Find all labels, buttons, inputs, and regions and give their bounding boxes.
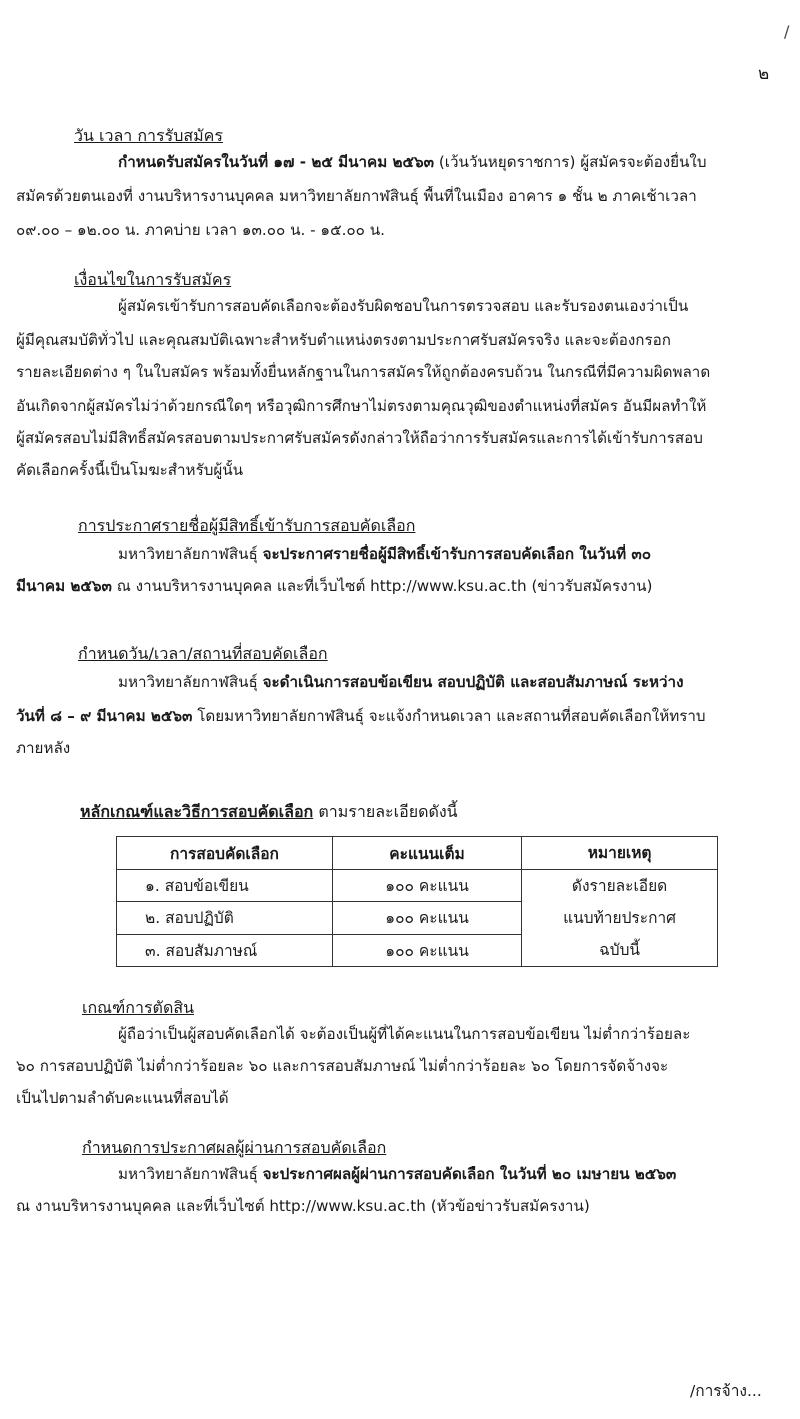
table-header-row: [117, 837, 718, 870]
paragraph-line: ผู้ถือว่าเป็นผู้สอบคัดเลือกได้ จะต้องเป็นผู้ที่ได้คะแนนในการสอบข้อเขียน ไม่ต่ำกว่าร้อยละ: [118, 1025, 691, 1043]
table-header: หมายเหตุ: [522, 837, 718, 870]
table-cell: ๑๐๐ คะแนน: [332, 870, 521, 902]
paragraph-line: มหาวิทยาลัยกาฬสินธุ์ จะประกาศผลผู้ผ่านการสอบคัดเลือก ในวันที่ ๒๐ เมษายน ๒๕๖๓: [118, 1165, 677, 1183]
table-note-cell: [522, 870, 718, 967]
table-row: [117, 870, 718, 902]
paragraph-line: มหาวิทยาลัยกาฬสินธุ์ จะดำเนินการสอบข้อเขียน สอบปฏิบัติ และสอบสัมภาษณ์ ระหว่าง: [118, 673, 684, 691]
note-line: แนบท้ายประกาศ: [563, 909, 677, 927]
paragraph-line: กำหนดรับสมัครในวันที่ ๑๗ - ๒๕ มีนาคม ๒๕๖๓ (เว้นวันหยุดราชการ) ผู้สมัครจะต้องยื่นใบ: [118, 153, 707, 171]
paragraph-line: รายละเอียดต่าง ๆ ในใบสมัคร พร้อมทั้งยื่นหลักฐานในการสมัครให้ถูกต้องครบถ้วน ในกรณีที่มีความผิดพลาด: [16, 363, 711, 381]
exam-criteria-table: [116, 836, 718, 967]
continuation-text: /การจ้าง...: [690, 1382, 762, 1400]
paragraph-line: เป็นไปตามลำดับคะแนนที่สอบได้: [16, 1089, 229, 1107]
paragraph-line: คัดเลือกครั้งนี้เป็นโมฆะสำหรับผู้นั้น: [16, 461, 244, 479]
note-line: ฉบับนี้: [599, 941, 641, 959]
section-heading: กำหนดวัน/เวลา/สถานที่สอบคัดเลือก: [78, 644, 328, 663]
table-cell: ๑๐๐ คะแนน: [332, 902, 521, 934]
note-line: ดังรายละเอียด: [571, 877, 668, 895]
paragraph-line: วันที่ ๘ – ๙ มีนาคม ๒๕๖๓ โดยมหาวิทยาลัยกาฬสินธุ์ จะแจ้งกำหนดเวลา และสถานที่สอบคัดเลือกให้ทราบ: [16, 707, 706, 725]
table-cell: ๑. สอบข้อเขียน: [117, 870, 333, 902]
paragraph-line: ผู้มีคุณสมบัติทั่วไป และคุณสมบัติเฉพาะสำหรับตำแหน่งตรงตามประกาศรับสมัครจริง และจะต้องกรอก: [16, 331, 671, 349]
paragraph-line: ภายหลัง: [16, 739, 71, 757]
section-heading: กำหนดการประกาศผลผู้ผ่านการสอบคัดเลือก: [82, 1138, 387, 1157]
paragraph-line: อันเกิดจากผู้สมัครไม่ว่าด้วยกรณีใดๆ หรือวุฒิการศึกษาไม่ตรงตามคุณวุฒิของตำแหน่งที่สมัคร อันมีผลทำให้: [16, 397, 707, 415]
paragraph-line: ๖๐ การสอบปฏิบัติ ไม่ต่ำกว่าร้อยละ ๖๐ และการสอบสัมภาษณ์ ไม่ต่ำกว่าร้อยละ ๖๐ โดยการจัดจ้างจะ: [16, 1057, 669, 1075]
table-header: การสอบคัดเลือก: [117, 837, 333, 870]
table-cell: ๑๐๐ คะแนน: [332, 934, 521, 966]
section-heading: วัน เวลา การรับสมัคร: [74, 126, 223, 145]
section-heading: หลักเกณฑ์และวิธีการสอบคัดเลือก ตามรายละเอียดดังนี้: [80, 802, 458, 821]
paragraph-line: มหาวิทยาลัยกาฬสินธุ์ จะประกาศรายชื่อผู้มีสิทธิ์เข้ารับการสอบคัดเลือก ในวันที่ ๓๐: [118, 545, 652, 563]
page-number: ๒: [758, 64, 770, 84]
section-heading: เงื่อนไขในการรับสมัคร: [74, 270, 232, 289]
paragraph-line: ผู้สมัครเข้ารับการสอบคัดเลือกจะต้องรับผิดชอบในการตรวจสอบ และรับรองตนเองว่าเป็น: [118, 297, 689, 315]
section-heading: เกณฑ์การตัดสิน: [82, 998, 195, 1017]
table-cell: ๒. สอบปฏิบัติ: [117, 902, 333, 934]
section-heading: การประกาศรายชื่อผู้มีสิทธิ์เข้ารับการสอบคัดเลือก: [78, 516, 416, 535]
paragraph-line: ผู้สมัครสอบไม่มีสิทธิ์สมัครสอบตามประกาศรับสมัครดังกล่าวให้ถือว่าการรับสมัครและการได้เข้ารับการสอบ: [16, 429, 703, 447]
table-header: คะแนนเต็ม: [332, 837, 521, 870]
paragraph-line: สมัครด้วยตนเองที่ งานบริหารงานบุคคล มหาวิทยาลัยกาฬสินธุ์ พื้นที่ในเมือง อาคาร ๑ ชั้น ๒ ภาคเช้าเวลา: [16, 187, 697, 205]
paragraph-line: ณ งานบริหารงานบุคคล และที่เว็บไซต์ http://www.ksu.ac.th (หัวข้อข่าวรับสมัครงาน): [16, 1197, 590, 1215]
paragraph-line: มีนาคม ๒๕๖๓ ณ งานบริหารงานบุคคล และที่เว็บไซต์ http://www.ksu.ac.th (ข่าวรับสมัครงาน): [16, 577, 653, 595]
table-cell: ๓. สอบสัมภาษณ์: [117, 934, 333, 966]
corner-mark: /: [784, 22, 790, 41]
paragraph-line: ๐๙.๐๐ – ๑๒.๐๐ น. ภาคบ่าย เวลา ๑๓.๐๐ น. - ๑๕.๐๐ น.: [16, 221, 385, 239]
